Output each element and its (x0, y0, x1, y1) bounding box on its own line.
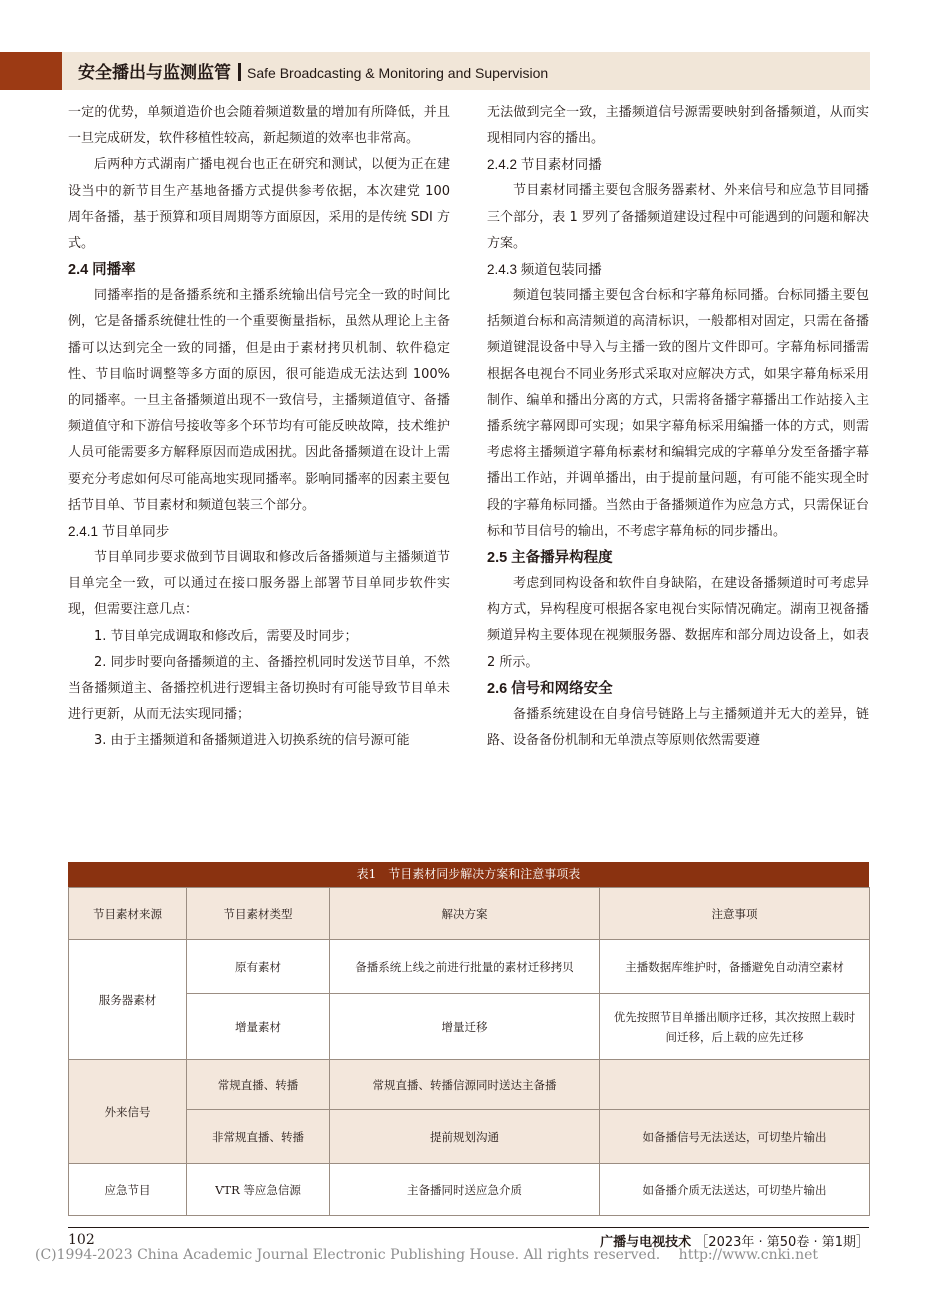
paragraph: 频道包装同播主要包含台标和字幕角标同播。台标同播主要包括频道台标和高清频道的高清标识，一般都相对固定，只需在备播频道键混设备中导入与主播一致的图片文件即可。字幕角标同播需根据各电视台不同业务形式采取对应解决方式，如果字幕角标采用制作、编单和播出分离的方式，只需将备播字幕播出工作站接入主播系统字幕网即可实现；如果字幕角标采用编播一体的方式，则需考虑将主播频道字幕角标素材和编辑完成的字幕单分发至备播字幕播出工作站，并调单播出，由于提前量问题，有可能不能实现全时段的字幕角标同播。当然由于备播频道作为应急方式，只需保证台标和节目信号的输出，不考虑字幕角标的同步播出。 (487, 288, 869, 539)
table-row (69, 1110, 870, 1164)
table-row (69, 1164, 870, 1216)
list-item: 3. 由于主播频道和备播频道进入切换系统的信号源可能 (94, 733, 410, 749)
table-cell-solution: 常规直播、转播信源同时送达主备播 (330, 1060, 600, 1110)
section-heading-2-6: 2.6 信号和网络安全 (487, 680, 613, 697)
copyright-watermark: (C)1994-2023 China Academic Journal Electronic Publishing House. All rights reserved. http://www.cnki.net (35, 1247, 819, 1263)
subsection-heading-2-4-1: 2.4.1 节目单同步 (68, 524, 170, 540)
paragraph: 节目单同步要求做到节目调取和修改后备播频道与主播频道节目单完全一致，可以通过在接口服务器上部署节目单同步软件实现，但需要注意几点： (68, 550, 450, 618)
table-caption: 表1 节目素材同步解决方案和注意事项表 (68, 862, 869, 887)
table-cell-note: 如备播介质无法送达，可切垫片输出 (600, 1164, 870, 1216)
header-title-en: Safe Broadcasting & Monitoring and Supervision (247, 65, 549, 81)
journal-name: 广播与电视技术 (600, 1235, 692, 1250)
right-column (487, 100, 869, 754)
column-header: 节目素材类型 (187, 888, 330, 940)
table-cell-source: 服务器素材 (69, 940, 187, 1060)
running-header (78, 58, 548, 88)
table-cell-solution: 提前规划沟通 (330, 1110, 600, 1164)
data-table (68, 887, 870, 1216)
table-1 (68, 862, 869, 1216)
table-cell-note (600, 1060, 870, 1110)
column-header: 注意事项 (600, 888, 870, 940)
table-header-row (69, 888, 870, 940)
section-heading-2-4: 2.4 同播率 (68, 262, 136, 279)
table-cell-source: 外来信号 (69, 1060, 187, 1164)
subsection-heading-2-4-3: 2.4.3 频道包装同播 (487, 262, 602, 278)
paragraph: 考虑到同构设备和软件自身缺陷，在建设备播频道时可考虑异构方式，异构程度可根据各家电视台实际情况确定。湖南卫视备播频道异构主要体现在视频服务器、数据库和部分周边设备上，如表 2 所示。 (487, 576, 869, 670)
table-cell-note: 优先按照节目单播出顺序迁移，其次按照上载时间迁移，后上载的应先迁移 (600, 994, 870, 1060)
table-cell-solution: 增量迁移 (330, 994, 600, 1060)
table-cell-solution: 主备播同时送应急介质 (330, 1164, 600, 1216)
table-cell-type: 增量素材 (187, 994, 330, 1060)
table-cell-type: 原有素材 (187, 940, 330, 994)
section-heading-2-5: 2.5 主备播异构程度 (487, 550, 613, 567)
paragraph: 一定的优势，单频道造价也会随着频道数量的增加有所降低，并且一旦完成研发，软件移植性较高，新起频道的效率也非常高。 (68, 105, 450, 147)
column-header: 解决方案 (330, 888, 600, 940)
table-cell-note: 如备播信号无法送达，可切垫片输出 (600, 1110, 870, 1164)
list-item: 2. 同步时要向备播频道的主、备播控机同时发送节目单，不然当备播频道主、备播控机进行逻辑主备切换时有可能导致节目单未进行更新，从而无法实现同播； (68, 654, 450, 723)
table-cell-type: 常规直播、转播 (187, 1060, 330, 1110)
table-cell-solution: 备播系统上线之前进行批量的素材迁移拷贝 (330, 940, 600, 994)
journal-issue: ［2023年 · 第50卷 · 第1期］ (695, 1235, 869, 1250)
table-cell-type: 非常规直播、转播 (187, 1110, 330, 1164)
list-item: 1. 节目单完成调取和修改后，需要及时同步； (94, 628, 358, 644)
subsection-heading-2-4-2: 2.4.2 节目素材同播 (487, 157, 602, 173)
table-row (69, 994, 870, 1060)
paragraph: 节目素材同播主要包含服务器素材、外来信号和应急节目同播三个部分，表 1 罗列了备播频道建设过程中可能遇到的问题和解决方案。 (487, 183, 869, 251)
header-title-cn: 安全播出与监测监管 (78, 63, 231, 83)
table-cell-type: VTR 等应急信源 (187, 1164, 330, 1216)
paragraph: 同播率指的是备播系统和主播系统输出信号完全一致的时间比例，它是备播系统健壮性的一个重要衡量指标，虽然从理论上主备播可以达到完全一致的同播，但是由于素材拷贝机制、软件稳定性、节目临时调整等多方面的原因，很可能造成无法达到 100% 的同播率。一旦主备播频道出现不一致信号，主播频道值守、备播频道值守和下游信号接收等多个环节均有可能反映故障，技术维护人员可能需要多方解释原因而造成困扰。因此备播频道在设计上需要充分考虑如何尽可能高地实现同播率。影响同播率的因素主要包括节目单、节目素材和频道包装三个部分。 (68, 288, 450, 513)
table-row (69, 940, 870, 994)
page-number: 102 (68, 1232, 95, 1248)
left-column (68, 100, 450, 755)
header-accent-block (0, 52, 62, 90)
table-cell-source: 应急节目 (69, 1164, 187, 1216)
paragraph: 备播系统建设在自身信号链路上与主播频道并无大的差异，链路、设备备份机制和无单溃点等原则依然需要遵 (487, 706, 869, 749)
paragraph: 后两种方式湖南广播电视台也正在研究和测试，以便为正在建设当中的新节目生产基地备播方式提供参考依据，本次建党 100 周年备播，基于预算和项目周期等方面原因，采用的是传统 SDI 方式。 (68, 157, 450, 252)
table-cell-note: 主播数据库维护时，备播避免自动清空素材 (600, 940, 870, 994)
table-row (69, 1060, 870, 1110)
header-separator (238, 63, 241, 81)
column-header: 节目素材来源 (69, 888, 187, 940)
footer-rule (68, 1227, 869, 1228)
paragraph: 无法做到完全一致，主播频道信号源需要映射到备播频道，从而实现相同内容的播出。 (487, 105, 869, 147)
